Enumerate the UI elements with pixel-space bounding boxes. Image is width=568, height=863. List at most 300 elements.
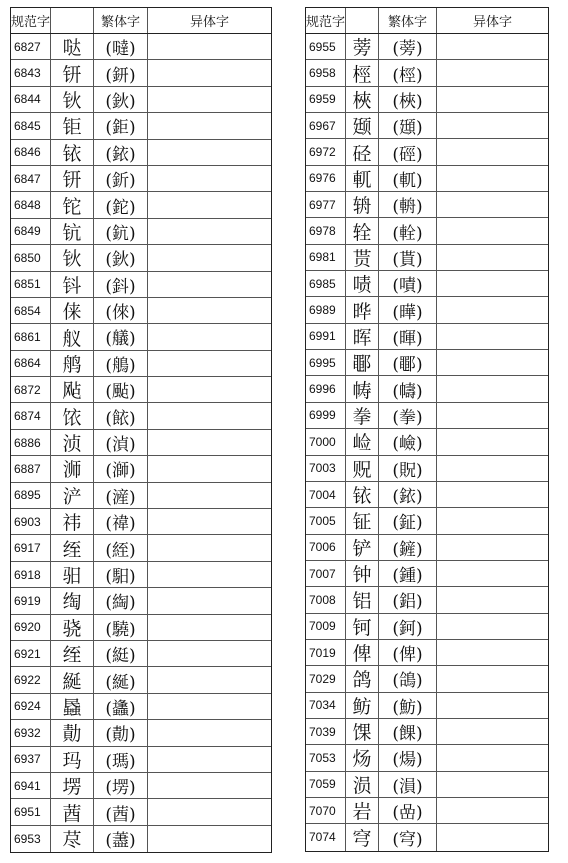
variant-char [148,430,271,455]
variant-char [148,219,271,244]
char-code: 6941 [11,773,51,798]
char-code: 6989 [306,297,346,322]
char-code: 6976 [306,166,346,191]
table-row [11,113,271,139]
char-code: 6995 [306,350,346,375]
table-row [11,219,271,245]
standard-char: 饻 [51,403,94,428]
traditional-char: (藎) [94,826,148,852]
traditional-char: (鉦) [379,508,437,533]
traditional-char: (鴿) [379,666,437,691]
standard-char: 铊 [51,192,94,217]
char-code: 6843 [11,60,51,85]
traditional-char: (滻) [94,483,148,508]
char-code: 6959 [306,87,346,112]
table-row [306,429,548,455]
variant-char [148,826,271,852]
variant-char [437,745,548,770]
standard-char: 浉 [51,456,94,481]
char-code: 6996 [306,376,346,401]
traditional-char: (魴) [379,693,437,718]
header-variant-char: 异体字 [472,15,512,30]
table-row [11,60,271,86]
standard-char: 軏 [346,166,379,191]
char-code: 6932 [11,720,51,745]
char-code: 7074 [306,824,346,850]
variant-char [437,245,548,270]
traditional-char: (輈) [379,192,437,217]
char-code: 6827 [11,34,51,59]
variant-char [437,34,548,59]
standard-char: 晔 [346,297,379,322]
char-code: 6917 [11,535,51,560]
traditional-char: (鵃) [94,351,148,376]
table-row [11,535,271,561]
standard-char: 硁 [346,139,379,164]
traditional-char: (拳) [379,403,437,428]
traditional-char: (蠭) [94,694,148,719]
char-code: 7070 [306,798,346,823]
char-code: 6848 [11,192,51,217]
traditional-char: (幬) [379,376,437,401]
variant-char [437,587,548,612]
traditional-char: (嵒) [379,798,437,823]
variant-char [148,140,271,165]
char-code: 6861 [11,324,51,349]
variant-char [437,324,548,349]
traditional-char: (鈳) [379,614,437,639]
char-code: 6955 [306,34,346,59]
variant-char [437,350,548,375]
table-row [11,588,271,614]
table-row [11,192,271,218]
char-code: 7009 [306,614,346,639]
table-row [306,192,548,218]
char-code: 7005 [306,508,346,533]
char-code: 6967 [306,113,346,138]
table-row [306,614,548,640]
char-code: 6886 [11,430,51,455]
table-row [306,798,548,824]
standard-char: 涢 [346,772,379,797]
standard-char: 贶 [346,456,379,481]
table-row [11,166,271,192]
char-code: 6846 [11,140,51,165]
char-code: 6895 [11,483,51,508]
table-row [306,87,548,113]
left-rows [11,34,271,852]
table-row [11,324,271,350]
standard-char: 贳 [346,245,379,270]
variant-char [437,640,548,665]
char-code: 6991 [306,324,346,349]
char-code: 6851 [11,272,51,297]
char-code: 7007 [306,561,346,586]
table-row [306,403,548,429]
header-traditional-char: 繁体字 [379,8,437,33]
variant-char [437,192,548,217]
variant-char [437,772,548,797]
variant-char [437,376,548,401]
standard-char: 荩 [51,826,94,852]
standard-char: 铝 [346,587,379,612]
standard-char: 祎 [51,509,94,534]
standard-char: 鸽 [346,666,379,691]
traditional-char: (鉈) [94,192,148,217]
table-row [306,245,548,271]
table-row [11,641,271,667]
standard-char: 钪 [51,219,94,244]
traditional-char: (鈥) [94,245,148,270]
standard-char: 驲 [51,562,94,587]
variant-char [148,588,271,613]
standard-char: 辀 [346,192,379,217]
standard-char: 拳 [346,403,379,428]
traditional-char: (蒡) [379,34,437,59]
standard-char: 塄 [51,773,94,798]
char-code: 7019 [306,640,346,665]
right-table [305,7,549,852]
variant-char [148,694,271,719]
standard-char: 绖 [51,535,94,560]
traditional-char: (艤) [94,324,148,349]
variant-char [148,298,271,323]
standard-char: 帱 [346,376,379,401]
table-row [11,140,271,166]
table-row [306,456,548,482]
standard-char: 梜 [346,87,379,112]
char-code: 7008 [306,587,346,612]
table-row [306,772,548,798]
standard-char: 莤 [51,799,94,824]
variant-char [148,245,271,270]
traditional-char: (銥) [94,140,148,165]
variant-char [148,403,271,428]
table-row [306,271,548,297]
variant-char [437,482,548,507]
traditional-char: (莤) [94,799,148,824]
traditional-char: (噠) [94,34,148,59]
traditional-char: (綯) [94,588,148,613]
traditional-char: (鏟) [379,535,437,560]
standard-char: 鲂 [346,693,379,718]
variant-char [148,641,271,666]
variant-char [437,429,548,454]
char-code: 6872 [11,377,51,402]
traditional-char: (嘖) [379,271,437,296]
standard-char: 钲 [346,508,379,533]
variant-char [437,87,548,112]
traditional-char: (貺) [379,456,437,481]
char-code: 6887 [11,456,51,481]
traditional-char: (鄳) [379,350,437,375]
char-code: 6921 [11,641,51,666]
traditional-char: (颭) [94,377,148,402]
variant-char [437,297,548,322]
table-header [306,8,548,34]
char-code: 7053 [306,745,346,770]
variant-char [437,166,548,191]
standard-char: 玛 [51,747,94,772]
standard-char: 哒 [51,34,94,59]
char-code: 6844 [11,87,51,112]
table-row [306,824,548,850]
char-code: 7006 [306,535,346,560]
variant-char [148,87,271,112]
variant-char [148,60,271,85]
standard-char: 钬 [51,87,94,112]
traditional-char: (禕) [94,509,148,534]
char-code: 7003 [306,456,346,481]
standard-char: 钘 [51,60,94,85]
char-code: 7034 [306,693,346,718]
variant-char [437,535,548,560]
char-code: 6847 [11,166,51,191]
char-code: 6999 [306,403,346,428]
variant-char [148,799,271,824]
char-code: 6924 [11,694,51,719]
traditional-char: (穹) [379,824,437,850]
table-row [11,562,271,588]
standard-char: 岩 [346,798,379,823]
standard-char: 俫 [51,298,94,323]
char-code: 6849 [11,219,51,244]
char-code: 7000 [306,429,346,454]
variant-char [437,403,548,428]
variant-char [148,456,271,481]
traditional-char: (勣) [94,720,148,745]
standard-char: 骁 [51,615,94,640]
table-row [306,218,548,244]
standard-char: 綖 [51,667,94,692]
standard-char: 钭 [51,272,94,297]
traditional-char: (曄) [379,297,437,322]
variant-char [437,456,548,481]
variant-char [437,666,548,691]
table-row [11,483,271,509]
table-row [11,272,271,298]
char-code: 6919 [11,588,51,613]
table-row [306,60,548,86]
char-code: 6951 [11,799,51,824]
table-row [306,745,548,771]
standard-char: 崄 [346,429,379,454]
traditional-char: (絰) [94,535,148,560]
variant-char [148,615,271,640]
table-row [11,799,271,825]
table-row [306,640,548,666]
standard-char: 铲 [346,535,379,560]
char-code: 7039 [306,719,346,744]
variant-char [148,483,271,508]
variant-char [148,113,271,138]
table-row [306,34,548,60]
table-row [306,297,548,323]
variant-char [437,271,548,296]
standard-char: 铱 [346,482,379,507]
table-row [306,482,548,508]
table-row [306,587,548,613]
standard-char: 俾 [346,640,379,665]
traditional-char: (瑪) [94,747,148,772]
variant-char [148,192,271,217]
variant-char [437,139,548,164]
traditional-char: (釿) [94,166,148,191]
table-row [306,350,548,376]
traditional-char: (銥) [379,482,437,507]
header-standard-char: 规范字 [11,8,51,33]
char-code: 6972 [306,139,346,164]
char-code: 7029 [306,666,346,691]
char-code: 6854 [11,298,51,323]
standard-char: 蟁 [51,694,94,719]
table-row [306,376,548,402]
traditional-char: (塄) [94,773,148,798]
table-row [11,615,271,641]
standard-char: 啧 [346,271,379,296]
char-code: 6920 [11,615,51,640]
traditional-char: (硜) [379,139,437,164]
variant-char [437,113,548,138]
variant-char [437,508,548,533]
traditional-char: (鍾) [379,561,437,586]
table-row [11,747,271,773]
standard-char: 勣 [51,720,94,745]
standard-char: 钶 [346,614,379,639]
char-code: 7059 [306,772,346,797]
traditional-char: (俾) [379,640,437,665]
char-code: 6977 [306,192,346,217]
variant-char [437,614,548,639]
table-row [11,430,271,456]
char-code: 6864 [11,351,51,376]
standard-char: 辁 [346,218,379,243]
traditional-char: (嶮) [379,429,437,454]
traditional-char: (馹) [94,562,148,587]
table-header [11,8,271,34]
table-row [11,403,271,429]
header-standard-char: 规范字 [306,8,346,33]
standard-char: 馃 [346,719,379,744]
variant-char [437,60,548,85]
header-spacer [346,8,379,33]
traditional-char: (軏) [379,166,437,191]
traditional-char: (湞) [94,430,148,455]
traditional-char: (暉) [379,324,437,349]
traditional-char: (綎) [94,641,148,666]
table-row [11,87,271,113]
table-row [11,351,271,377]
traditional-char: (溮) [94,456,148,481]
table-row [306,113,548,139]
standard-char: 蒡 [346,34,379,59]
variant-char [148,720,271,745]
variant-char [148,351,271,376]
table-row [11,245,271,271]
table-row [306,324,548,350]
variant-char [148,535,271,560]
variant-char [148,377,271,402]
char-code: 6978 [306,218,346,243]
standard-char: 钘 [51,166,94,191]
variant-char [148,34,271,59]
table-row [11,667,271,693]
table-row [306,561,548,587]
variant-char [148,667,271,692]
table-row [11,456,271,482]
traditional-char: (鉅) [94,113,148,138]
table-row [11,720,271,746]
traditional-char: (溳) [379,772,437,797]
char-code: 6918 [11,562,51,587]
table-row [306,535,548,561]
traditional-char: (貰) [379,245,437,270]
traditional-char: (鈃) [94,60,148,85]
traditional-char: (倈) [94,298,148,323]
standard-char: 颋 [346,113,379,138]
variant-char [437,218,548,243]
traditional-char: (餏) [94,403,148,428]
traditional-char: (輇) [379,218,437,243]
char-code: 6874 [11,403,51,428]
char-code: 6937 [11,747,51,772]
traditional-char: (鋁) [379,587,437,612]
table-row [11,773,271,799]
char-code: 6845 [11,113,51,138]
table-row [11,34,271,60]
traditional-char: (頲) [379,113,437,138]
traditional-char: (桱) [379,60,437,85]
char-code: 6922 [11,667,51,692]
variant-char [148,324,271,349]
traditional-char: (綖) [94,667,148,692]
table-row [306,166,548,192]
standard-char: 鄳 [346,350,379,375]
variant-char [437,561,548,586]
variant-char [148,773,271,798]
standard-char: 炀 [346,745,379,770]
standard-char: 钟 [346,561,379,586]
table-row [306,139,548,165]
variant-char [148,509,271,534]
traditional-char: (餜) [379,719,437,744]
header-spacer [51,8,94,33]
variant-char [148,166,271,191]
standard-char: 鸼 [51,351,94,376]
standard-char: 穹 [346,824,379,850]
variant-char [437,693,548,718]
char-code: 6985 [306,271,346,296]
standard-char: 铱 [51,140,94,165]
char-code: 6953 [11,826,51,852]
standard-char: 飐 [51,377,94,402]
standard-char: 钜 [51,113,94,138]
variant-char [148,747,271,772]
right-rows [306,34,548,851]
table-row [306,666,548,692]
variant-char [437,719,548,744]
standard-char: 桱 [346,60,379,85]
variant-char [148,272,271,297]
char-code: 7004 [306,482,346,507]
standard-char: 绹 [51,588,94,613]
table-row [11,298,271,324]
table-row [11,694,271,720]
standard-char: 绖 [51,641,94,666]
table-row [306,508,548,534]
standard-char: 舣 [51,324,94,349]
char-code: 6903 [11,509,51,534]
